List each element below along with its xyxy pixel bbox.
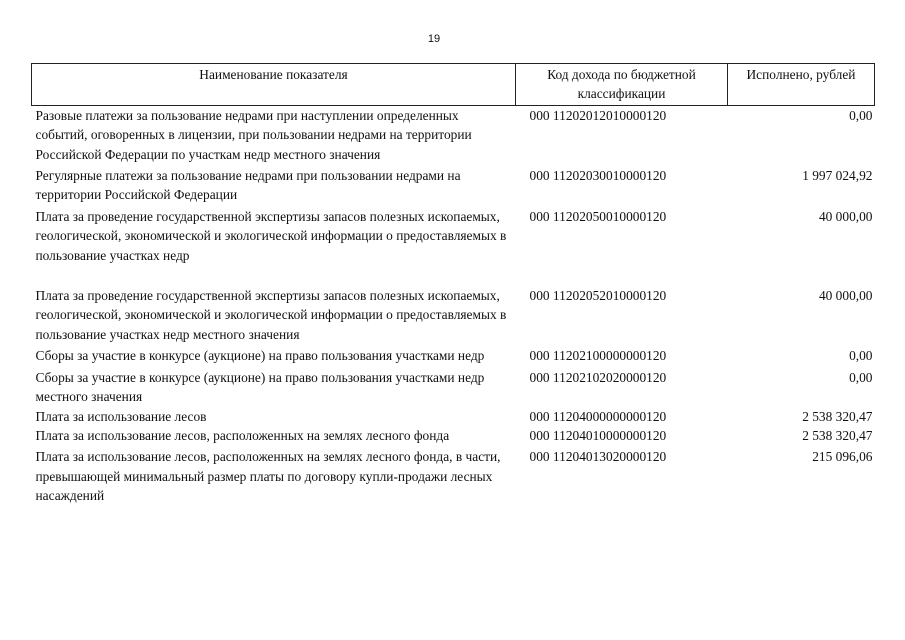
header-indicator-name: Наименование показателя [32, 64, 516, 106]
executed-amount: 1 997 024,92 [802, 168, 873, 184]
table-row [32, 207, 875, 286]
executed-amount: 0,00 [849, 348, 873, 364]
indicator-name: Плата за проведение государственной экспертизы запасов полезных ископаемых, геологической, экономической и экологической информации о предоставляемых в пользование участках недр местного значения [35, 288, 507, 342]
executed-amount: 2 538 320,47 [802, 427, 873, 443]
header-executed-amount: Исполнено, рублей [728, 64, 875, 106]
table-row [32, 166, 875, 207]
indicator-name: Плата за использование лесов, расположенных на землях лесного фонда [35, 427, 450, 443]
budget-code: 000 11202030010000120 [529, 168, 667, 184]
budget-code: 000 11202050010000120 [529, 208, 667, 224]
executed-amount: 215 096,06 [812, 449, 873, 465]
header-row [32, 64, 875, 106]
indicator-name: Сборы за участие в конкурсе (аукционе) на право пользования участками недр местного значения [35, 369, 485, 405]
table-row [32, 407, 875, 426]
table-row [32, 286, 875, 346]
revenue-table [31, 63, 875, 506]
indicator-name: Разовые платежи за пользование недрами при наступлении определенных событий, оговоренных в лицензии, при пользовании недрами на территории Российской Федерации по участкам недр местного значения [35, 107, 472, 162]
indicator-name: Плата за проведение государственной экспертизы запасов полезных ископаемых, геологической, экономической и экологической информации о предоставляемых в пользование участках недр [35, 208, 507, 263]
header-budget-code: Код дохода по бюджетной классификации [516, 64, 728, 106]
table-row [32, 105, 875, 166]
executed-amount: 0,00 [849, 107, 873, 123]
indicator-name: Сборы за участие в конкурсе (аукционе) на право пользования участками недр [35, 348, 485, 364]
budget-code: 000 11202102020000120 [529, 369, 667, 385]
indicator-name: Регулярные платежи за пользование недрами при пользовании недрами на территории Российской Федерации [35, 168, 461, 203]
indicator-name: Плата за использование лесов, расположенных на землях лесного фонда, в части, превышающей минимальный размер платы по договору купли-продажи лесных насаждений [35, 449, 501, 504]
executed-amount: 40 000,00 [818, 288, 873, 304]
indicator-name: Плата за использование лесов [35, 408, 207, 424]
budget-code: 000 11202012010000120 [529, 107, 667, 123]
executed-amount: 2 538 320,47 [802, 408, 873, 424]
budget-code: 000 11204000000000120 [529, 408, 667, 424]
executed-amount: 0,00 [849, 369, 873, 385]
budget-code: 000 11204013020000120 [529, 449, 667, 465]
executed-amount: 40 000,00 [818, 208, 873, 224]
budget-code: 000 11202052010000120 [529, 288, 667, 304]
budget-code: 000 11202100000000120 [529, 348, 667, 364]
table-header [32, 64, 875, 106]
table-row [32, 426, 875, 447]
table-row [32, 368, 875, 407]
budget-code: 000 11204010000000120 [529, 427, 667, 443]
table-row [32, 447, 875, 505]
page-number: 19 [427, 33, 441, 45]
table-row [32, 346, 875, 367]
table-body [32, 105, 875, 505]
